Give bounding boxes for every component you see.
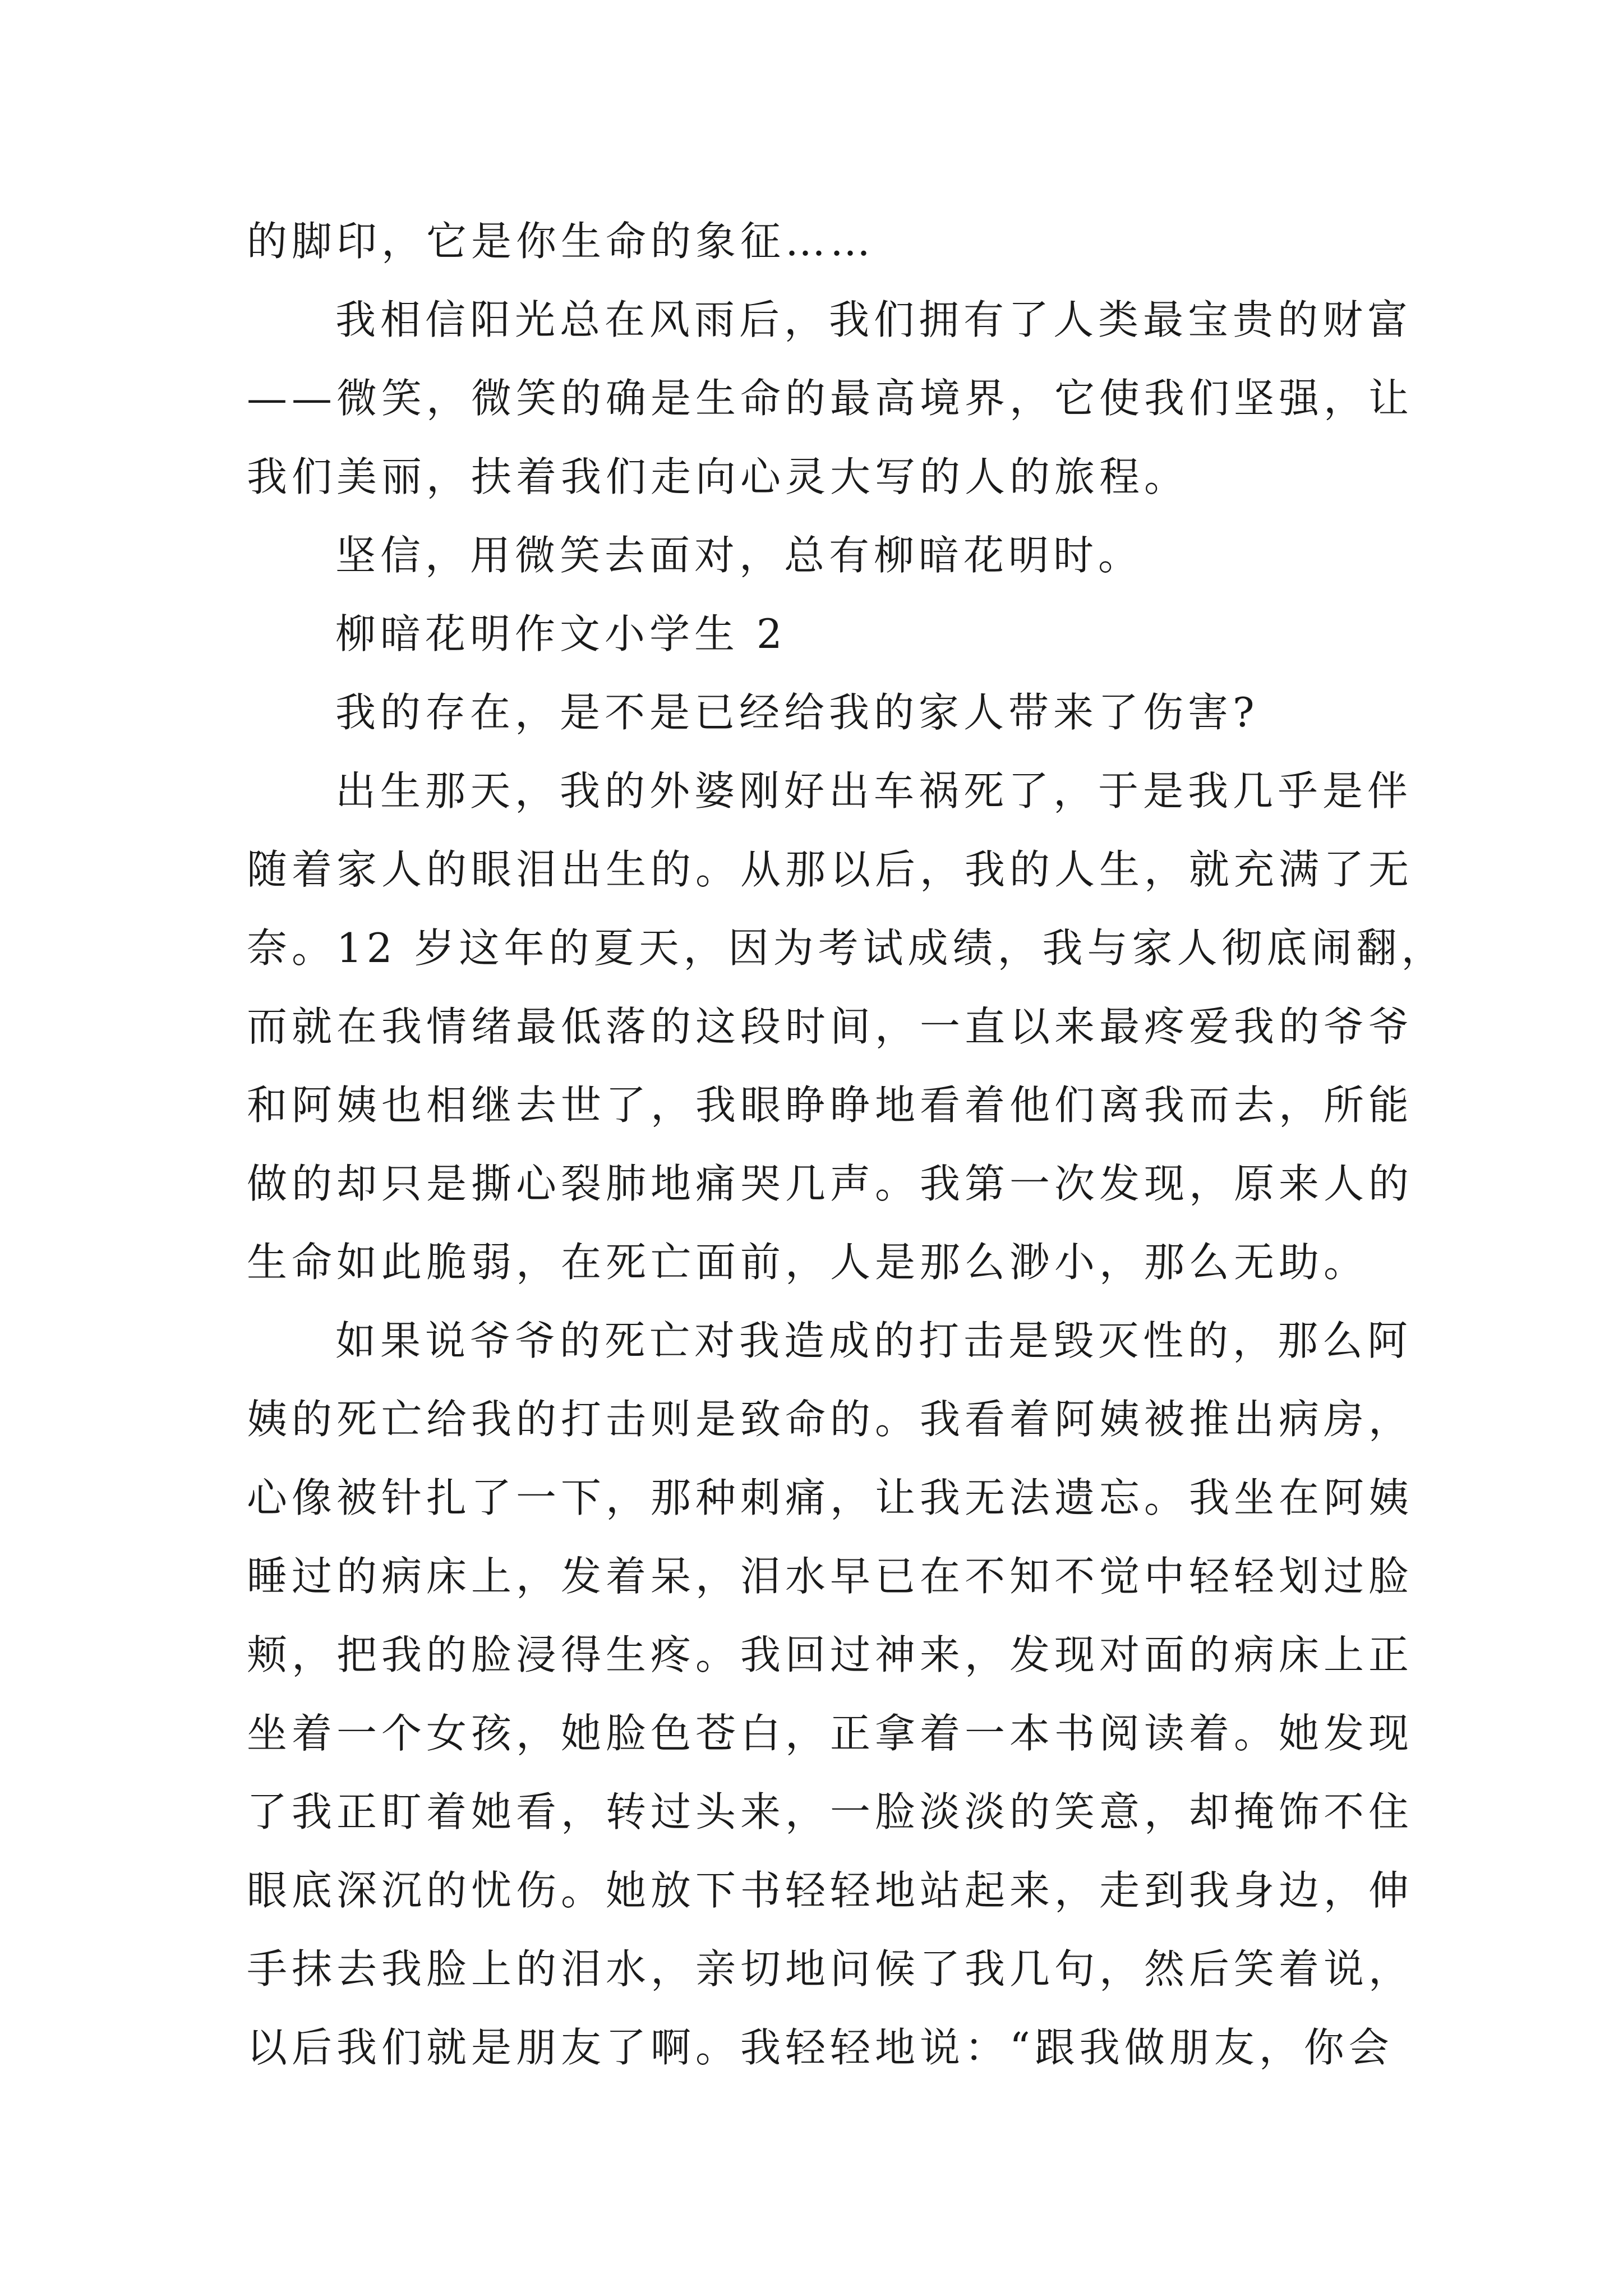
text-line: 以后我们就是朋友了啊。我轻轻地说：“跟我做朋友，你会 <box>247 2024 1394 2071</box>
text-line: 睡过的病床上，发着呆，泪水早已在不知不觉中轻轻划过脸 <box>247 1553 1414 1600</box>
text-line: 和阿姨也相继去世了，我眼睁睁地看着他们离我而去，所能 <box>247 1082 1414 1129</box>
text-line: 而就在我情绪最低落的这段时间，一直以来最疼爱我的爷爷 <box>247 1003 1414 1050</box>
text-line: 心像被针扎了一下，那种刺痛，让我无法遗忘。我坐在阿姨 <box>247 1474 1414 1521</box>
text-line: 眼底深沉的忧伤。她放下书轻轻地站起来，走到我身边，伸 <box>247 1867 1414 1914</box>
text-line: 如果说爷爷的死亡对我造成的打击是毁灭性的，那么阿 <box>335 1317 1413 1364</box>
text-line: 随着家人的眼泪出生的。从那以后，我的人生，就充满了无 <box>247 846 1414 893</box>
text-line: 生命如此脆弱，在死亡面前，人是那么渺小，那么无助。 <box>247 1239 1369 1286</box>
text-line: 坐着一个女孩，她脸色苍白，正拿着一本书阅读着。她发现 <box>247 1710 1414 1757</box>
text-line: 颊，把我的脸浸得生疼。我回过神来，发现对面的病床上正 <box>247 1631 1414 1678</box>
text-line: ——微笑，微笑的确是生命的最高境界，它使我们坚强，让 <box>247 375 1414 422</box>
text-line: 我们美丽，扶着我们走向心灵大写的人的旅程。 <box>247 453 1189 500</box>
text-line: 我的存在，是不是已经给我的家人带来了伤害? <box>335 689 1259 736</box>
text-line: 的脚印，它是你生命的象征…… <box>247 218 875 265</box>
text-line: 奈。12 岁这年的夏天，因为考试成绩，我与家人彻底闹翻， <box>247 924 1446 972</box>
text-line: 了我正盯着她看，转过头来，一脸淡淡的笑意，却掩饰不住 <box>247 1788 1414 1835</box>
text-line: 做的却只是撕心裂肺地痛哭几声。我第一次发现，原来人的 <box>247 1160 1414 1207</box>
section-heading: 柳暗花明作文小学生 2 <box>335 610 787 657</box>
text-line: 手抹去我脸上的泪水，亲切地问候了我几句，然后笑着说， <box>247 1945 1414 1993</box>
text-line: 姨的死亡给我的打击则是致命的。我看着阿姨被推出病房， <box>247 1396 1414 1443</box>
text-line: 我相信阳光总在风雨后，我们拥有了人类最宝贵的财富 <box>335 296 1413 343</box>
text-line: 坚信，用微笑去面对，总有柳暗花明时。 <box>335 532 1144 579</box>
text-line: 出生那天，我的外婆刚好出车祸死了，于是我几乎是伴 <box>335 767 1413 815</box>
